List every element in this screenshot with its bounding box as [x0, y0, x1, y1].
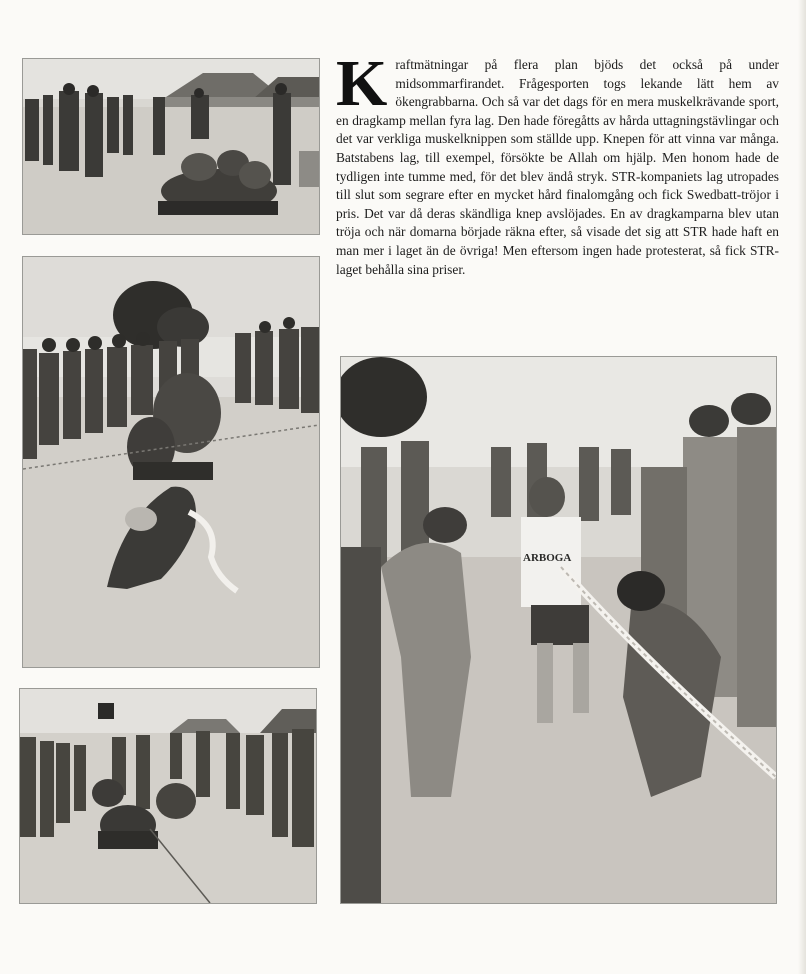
page-edge — [798, 0, 806, 974]
article-drop-cap: K — [336, 47, 388, 120]
photo-tug-of-war-pulling — [340, 356, 777, 904]
article-body: raftmätningar på flera plan bjöds det också på under midsommarfirandet. Frågesporten togs lekande lätt hem av ökengrabbarna. Och så var det dags för en mera muskelkrävande sport, en dragkamp mellan fyra lag. Den hade föregåtts av hårda uttagningstävlingar och det var verkliga muskelknippen som ställde upp. Knepen för att vinna var många. Batstabens lag, till exempel, försökte be Allah om hjälp. Men honom hade de tydligen inte tumme med, för det blev ändå stryk. STR-kompaniets lag utropades till slut som segrare efter en mycket hård finalomgång och fick Swedbatt-tröjor i pris. Det var då deras skändliga knep avslöjades. En av dragkamparna blev utan tröja och när domarna började räkna efter, så visade det sig att STR hade haft en man mer i laget än de övriga! Men eftersom ingen hade protesterat, så fick STR-laget behålla sina priser. — [336, 57, 779, 277]
shirt-print-text: ARBOGA — [523, 552, 572, 564]
article-text-block — [336, 47, 779, 279]
photo-soldiers-praying — [22, 58, 320, 235]
photo-soldiers-gathering — [19, 688, 317, 904]
photo-tug-of-war-crawling — [22, 256, 320, 668]
